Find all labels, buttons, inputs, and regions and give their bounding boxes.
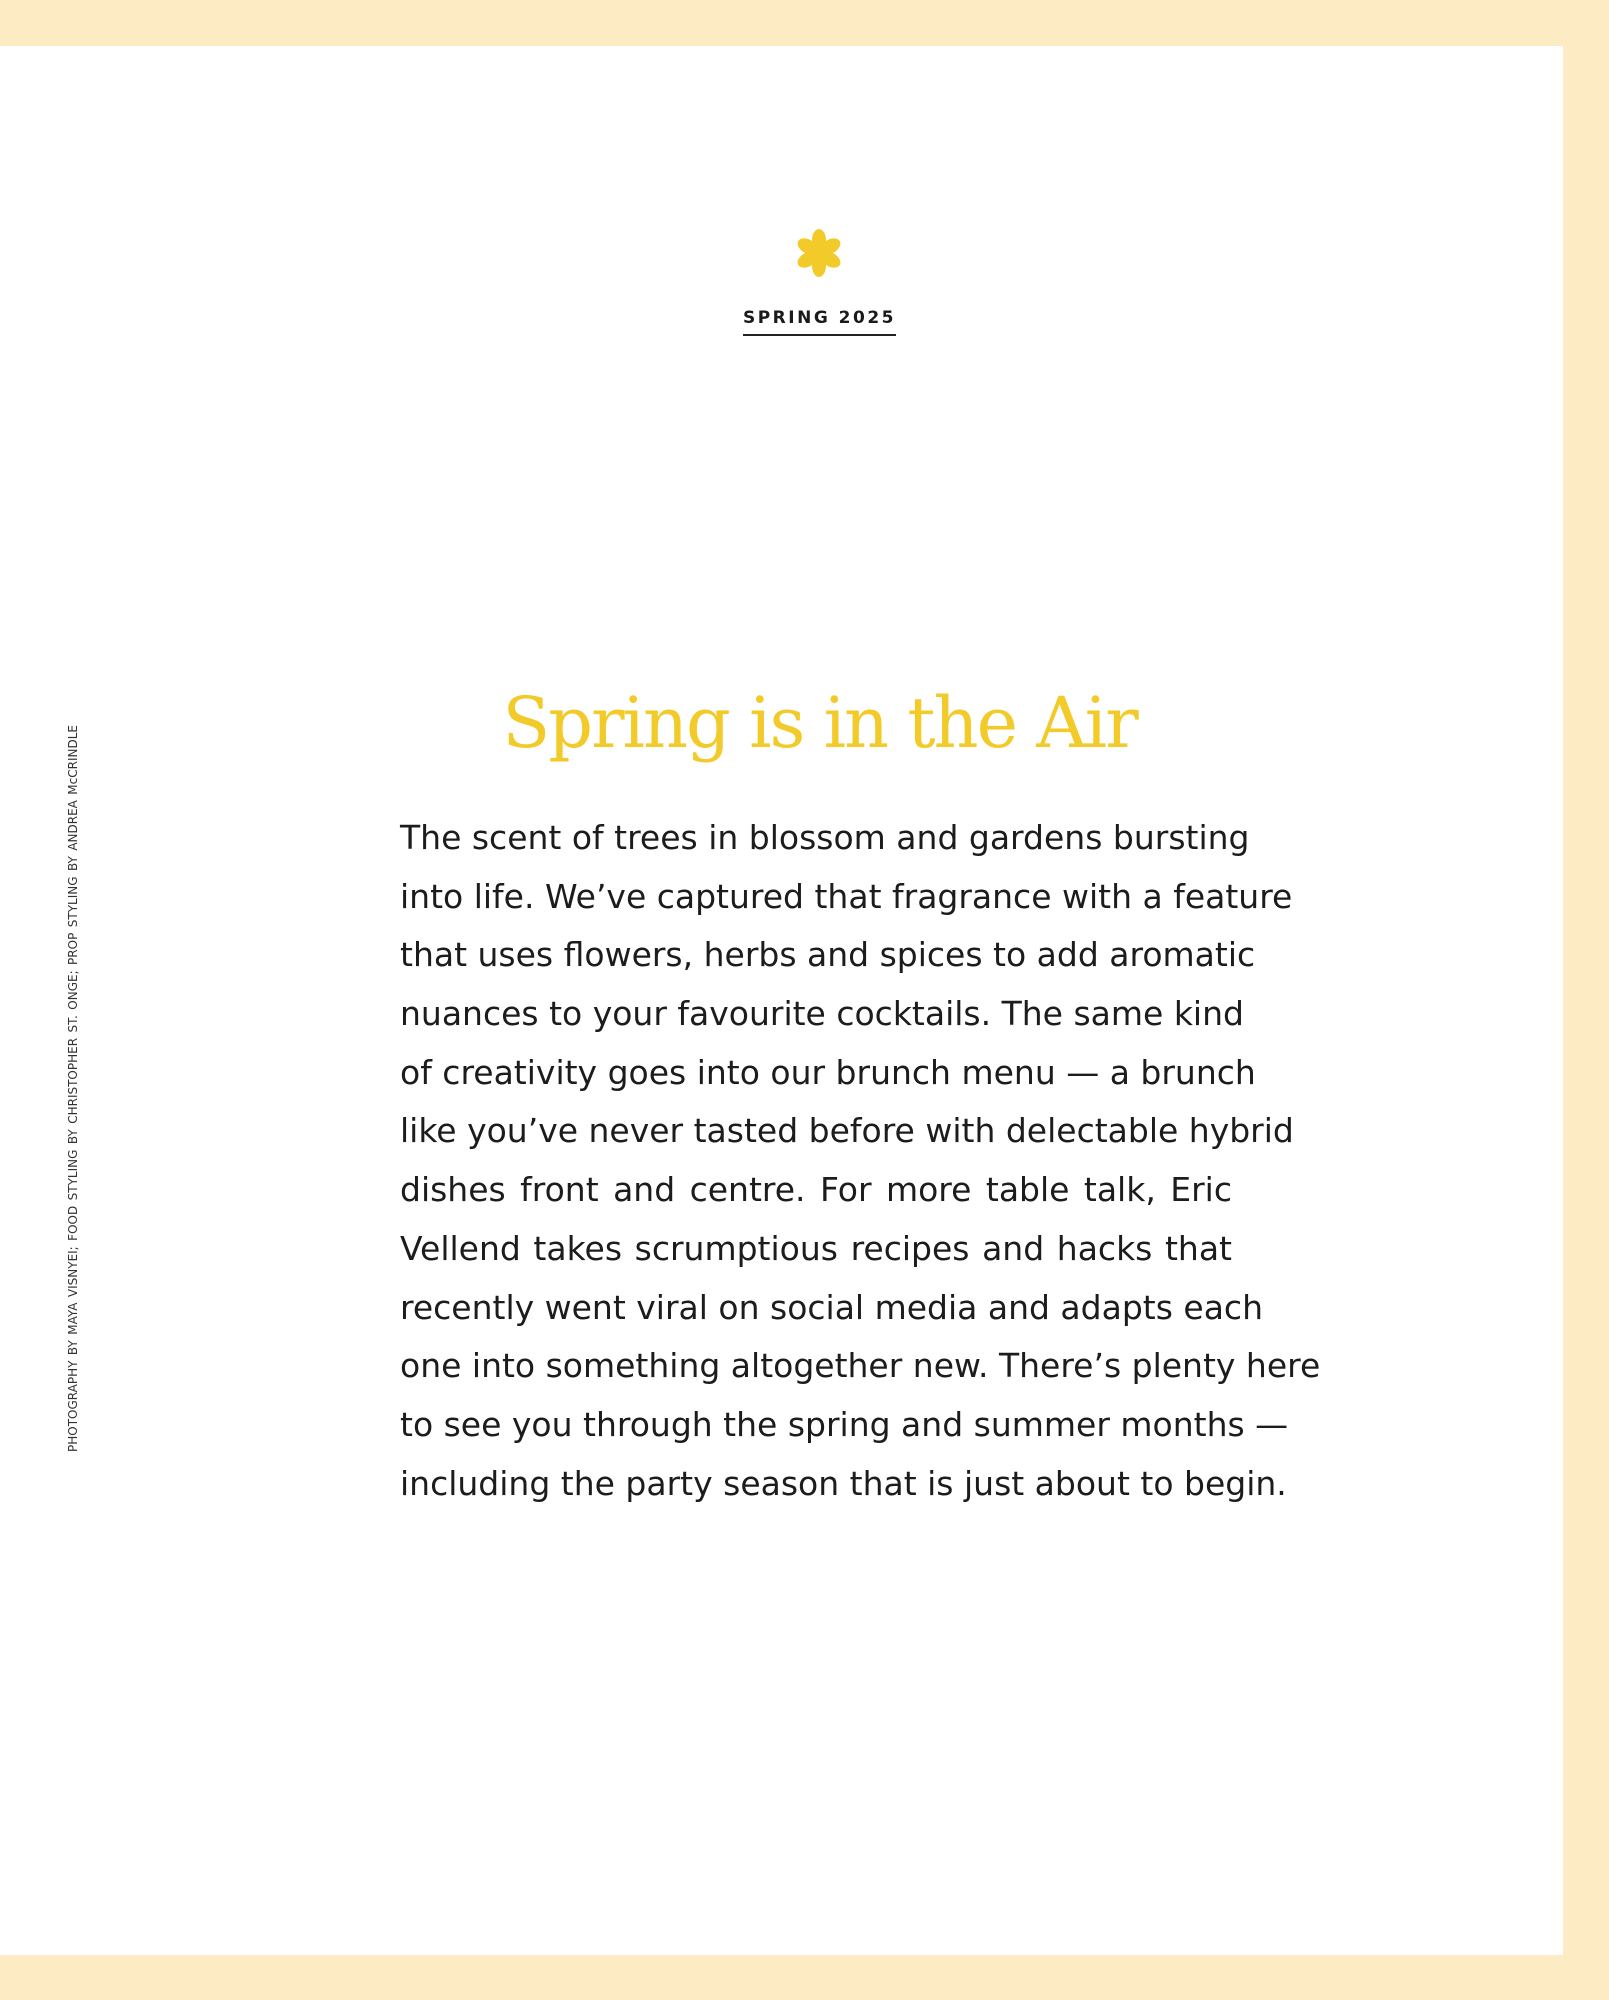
page — [0, 46, 1563, 1955]
article-body — [400, 814, 1321, 1518]
season-text: SPRING 2025 — [743, 308, 896, 336]
body-line: including the party season that is just about to begin. — [400, 1463, 1287, 1503]
body-line: Vellend takes scrumptious recipes and hacks that — [400, 1228, 1232, 1268]
body-line: one into something altogether new. There’s plenty here — [400, 1346, 1321, 1386]
body-line: to see you through the spring and summer months — — [400, 1404, 1289, 1444]
photo-credit: PHOTOGRAPHY BY MAYA VISNYEI; FOOD STYLING BY CHRISTOPHER ST. ONGE; PROP STYLING BY ANDREA McCRINDLE — [66, 725, 80, 1452]
flower-icon — [794, 228, 844, 278]
body-line: of creativity goes into our brunch menu — a brunch — [400, 1052, 1256, 1092]
article-title: Spring is in the Air — [502, 682, 1137, 764]
body-line: recently went viral on social media and adapts each — [400, 1287, 1263, 1327]
body-line: dishes front and centre. For more table talk, Eric — [400, 1170, 1232, 1210]
body-line: The scent of trees in blossom and gardens bursting — [400, 818, 1250, 857]
body-line: into life. We’ve captured that fragrance with a feature — [400, 876, 1293, 916]
body-line: nuances to your favourite cocktails. The same kind — [400, 994, 1244, 1034]
issue-label — [0, 308, 1609, 336]
body-line: like you’ve never tasted before with delectable hybrid — [400, 1111, 1294, 1151]
body-line: that uses flowers, herbs and spices to add aromatic — [400, 935, 1256, 975]
